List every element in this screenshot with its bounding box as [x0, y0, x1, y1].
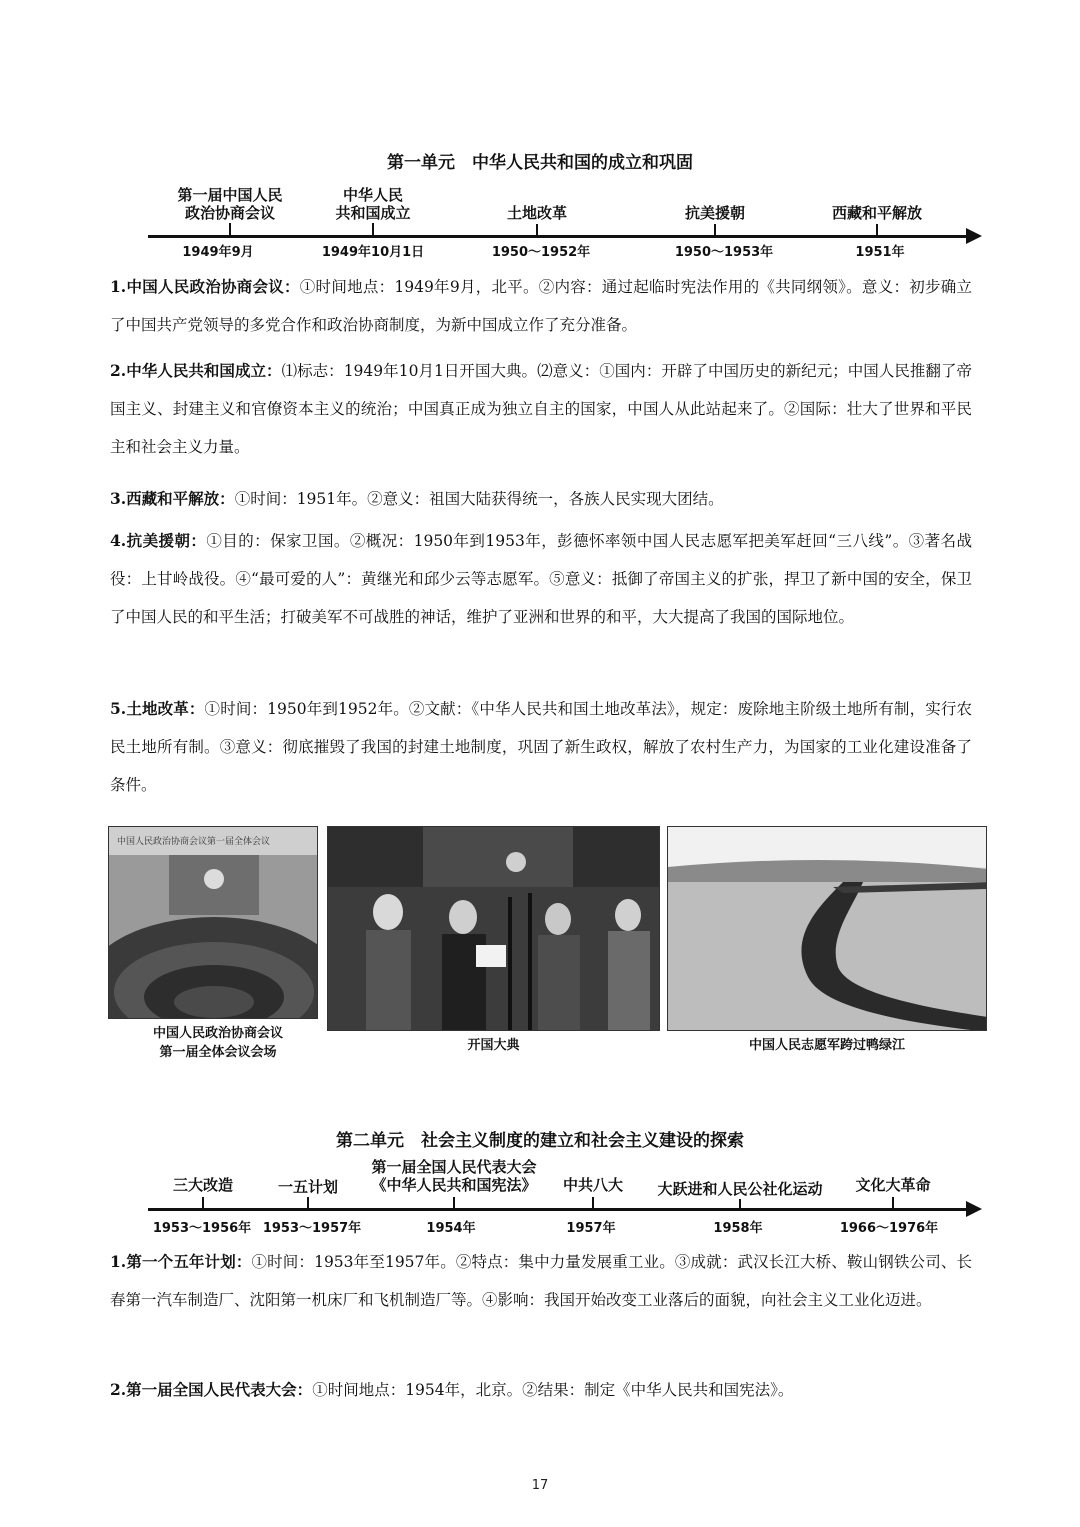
timeline-date: 1949年9月 [182, 245, 254, 260]
unit1-timeline [0, 180, 1080, 262]
timeline-date: 1949年10月1日 [321, 245, 425, 260]
svg-text:中国人民政治协商会议第一届全体会议: 中国人民政治协商会议第一届全体会议 [117, 837, 271, 847]
timeline-tick [202, 1197, 204, 1208]
timeline-date: 1958年 [713, 1221, 763, 1236]
page-number: 17 [531, 1478, 549, 1493]
timeline-event: 土地改革 [506, 204, 568, 222]
timeline-tick [372, 223, 374, 235]
cppcc-session-photo [108, 826, 318, 1019]
timeline-date: 1957年 [566, 1221, 616, 1236]
cppcc-photo-caption: 中国人民政治协商会议 第一届全体会议会场 [152, 1026, 283, 1060]
timeline-event: 文化大革命 [855, 1176, 931, 1194]
timeline-tick [307, 1197, 309, 1208]
timeline-event: 三大改造 [172, 1176, 234, 1194]
timeline-tick [892, 1197, 894, 1208]
timeline-event: 一五计划 [277, 1178, 339, 1196]
timeline-event: 大跃进和人民公社化运动 [657, 1180, 823, 1198]
timeline-arrow [966, 228, 982, 244]
timeline-event: 抗美援朝 [684, 204, 746, 222]
timeline-date: 1966～1976年 [839, 1221, 939, 1236]
ceremony-photo-caption: 开国大典 [467, 1038, 520, 1053]
unit1-paragraph-1: 1.中国人民政治协商会议：①时间地点：1949年9月，北平。②内容：通过起临时宪法作用的《共同纲领》。意义：初步确立了中国共产党领导的多党合作和政治协商制度，为新中国成立作了充分准备。 [110, 277, 972, 334]
timeline-event: 中华人民 共和国成立 [335, 186, 411, 222]
unit1-title: 第一单元 中华人民共和国的成立和巩固 [387, 153, 693, 173]
unit1-paragraph-2: 2.中华人民共和国成立：⑴标志：1949年10月1日开国大典。⑵意义：①国内：开辟了中国历史的新纪元；中国人民推翻了帝国主义、封建主义和官僚资本主义的统治；中国真正成为独立自主的国家，中国人从此站起来了。②国际：壮大了世界和平民主和社会主义力量。 [110, 361, 972, 456]
timeline-date: 1951年 [855, 245, 905, 260]
timeline-axis [148, 235, 968, 238]
unit2-paragraph-2: 2.第一届全国人民代表大会：①时间地点：1954年，北京。②结果：制定《中华人民共和国宪法》。 [110, 1380, 794, 1399]
timeline-event: 第一届全国人民代表大会 《中华人民共和国宪法》 [371, 1158, 537, 1194]
timeline-event: 中共八大 [562, 1176, 624, 1194]
river-crossing-illustration [668, 827, 987, 1031]
timeline-date: 1953～1957年 [262, 1221, 362, 1236]
timeline-tick [229, 223, 231, 235]
assembly-hall-illustration [109, 827, 318, 1019]
timeline-tick [592, 1197, 594, 1208]
timeline-tick [714, 224, 716, 235]
timeline-date: 1954年 [426, 1221, 476, 1236]
timeline-tick [536, 224, 538, 235]
timeline-date: 1950～1952年 [491, 245, 591, 260]
timeline-date: 1953～1956年 [152, 1221, 252, 1236]
timeline-event: 西藏和平解放 [831, 204, 923, 222]
founding-ceremony-photo [327, 826, 660, 1031]
timeline-arrow [966, 1201, 982, 1217]
unit1-paragraph-3: 3.西藏和平解放：①时间：1951年。②意义：祖国大陆获得统一，各族人民实现大团结。 [110, 489, 724, 508]
unit2-title: 第二单元 社会主义制度的建立和社会主义建设的探索 [336, 1131, 744, 1151]
timeline-tick [876, 224, 878, 235]
volunteer-photo-caption: 中国人民志愿军跨过鸭绿江 [748, 1038, 905, 1053]
volunteer-army-photo [667, 826, 987, 1031]
timeline-event: 第一届中国人民 政治协商会议 [177, 186, 283, 222]
ceremony-illustration [328, 827, 660, 1031]
timeline-axis [148, 1208, 968, 1211]
timeline-date: 1950～1953年 [674, 245, 774, 260]
unit1-paragraph-5: 5.土地改革：①时间：1950年到1952年。②文献：《中华人民共和国土地改革法》，规定：废除地主阶级土地所有制，实行农民土地所有制。③意义：彻底摧毁了我国的封建土地制度，巩固了新生政权，解放了农村生产力，为国家的工业化建设准备了条件。 [110, 699, 972, 794]
unit1-paragraph-4: 4.抗美援朝：①目的：保家卫国。②概况：1950年到1953年，彭德怀率领中国人民志愿军把美军赶回“三八线”。③著名战役：上甘岭战役。④“最可爱的人”：黄继光和邱少云等志愿军。⑤意义：抵御了帝国主义的扩张，捍卫了新中国的安全，保卫了中国人民的和平生活；打破美军不可战胜的神话，维护了亚洲和世界的和平，大大提高了我国的国际地位。 [110, 531, 972, 626]
timeline-tick [453, 1197, 455, 1208]
timeline-tick [739, 1199, 741, 1208]
unit2-paragraph-1: 1.第一个五年计划：①时间：1953年至1957年。②特点：集中力量发展重工业。③成就：武汉长江大桥、鞍山钢铁公司、长春第一汽车制造厂、沈阳第一机床厂和飞机制造厂等。④影响：我国开始改变工业落后的面貌，向社会主义工业化迈进。 [110, 1252, 972, 1309]
unit2-timeline [0, 1155, 1080, 1240]
